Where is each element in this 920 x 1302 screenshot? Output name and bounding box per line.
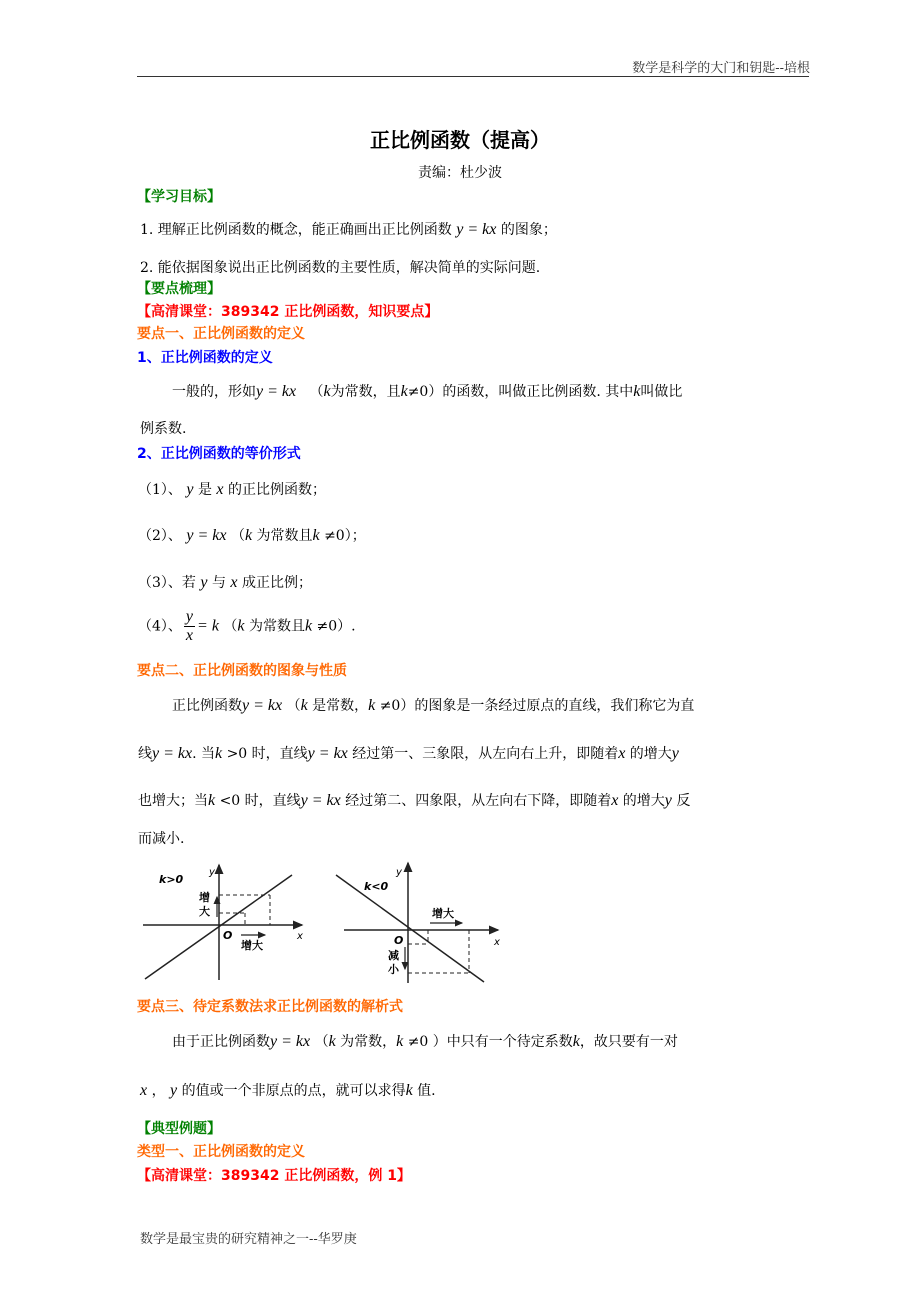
text: （3）、若	[138, 575, 196, 591]
var-k: k	[396, 1033, 404, 1050]
increase-label: 大	[199, 905, 210, 918]
var-x: x	[611, 792, 619, 809]
learning-goals-heading: 【学习目标】	[137, 189, 221, 205]
text: （	[286, 698, 301, 714]
var-k: k	[304, 617, 313, 635]
key-points-heading: 【要点梳理】	[137, 281, 221, 297]
var-k: k	[237, 617, 245, 635]
definition-line-2: 例系数.	[140, 421, 187, 437]
text: （	[314, 1034, 329, 1050]
property-line-4: 而减小.	[138, 831, 185, 847]
formula: y = kx	[256, 383, 297, 400]
definition-line-1	[172, 381, 682, 401]
method-line-2	[140, 1080, 436, 1100]
text: 也增大；当	[138, 793, 208, 809]
property-line-2	[138, 743, 679, 763]
text: ，	[151, 1083, 166, 1099]
classroom-link[interactable]: 【高清课堂：389342 正比例函数，知识要点】	[137, 304, 439, 320]
decrease-label: 减	[388, 949, 399, 962]
var-x: x	[216, 481, 224, 498]
var-k: k	[633, 383, 641, 400]
text: 的正比例函数；	[227, 482, 326, 498]
text: ≠0）的图象是一条经过原点的直线，我们称它为直	[379, 698, 695, 714]
text: 是常数，	[312, 698, 369, 714]
page-title: 正比例函数（提高）	[370, 128, 550, 152]
var-k: k	[368, 697, 376, 714]
text: 为常数，且	[330, 384, 401, 400]
text: 值.	[417, 1083, 436, 1099]
fraction-y-over-x	[184, 608, 195, 645]
property-line-3	[138, 790, 690, 810]
equiv-form-1	[138, 479, 326, 499]
origin-label: O	[394, 934, 404, 947]
x-axis-label: x	[494, 937, 500, 948]
text: 一般的，形如	[172, 384, 256, 400]
text: 为常数且	[248, 618, 305, 635]
text: >0 时，直线	[226, 746, 308, 762]
text: <0 时，直线	[219, 793, 301, 809]
numerator: y	[185, 608, 194, 625]
formula: y = kx	[152, 745, 193, 762]
var-k: k	[208, 792, 216, 809]
text: 为常数且	[256, 528, 313, 544]
text: . 当	[192, 746, 216, 762]
text: 经过第二、四象限，从左向右下降，即随着	[345, 793, 612, 809]
equiv-form-2	[138, 525, 366, 545]
x-axis-label: x	[297, 931, 303, 942]
point1-heading: 要点一、正比例函数的定义	[137, 326, 305, 342]
goal-text: 的图象；	[496, 222, 557, 238]
graph-negative-k	[328, 855, 508, 985]
example-classroom-link[interactable]: 【高清课堂：389342 正比例函数，例 1】	[137, 1168, 411, 1184]
var-k: k	[215, 745, 223, 762]
var-y: y	[664, 792, 672, 809]
text: 的增大	[622, 793, 665, 809]
text: （4）、	[138, 618, 182, 635]
text: （	[230, 528, 245, 544]
denominator: x	[185, 627, 194, 644]
var-x: x	[618, 745, 626, 762]
example-type1-heading: 类型一、正比例函数的定义	[137, 1144, 305, 1160]
text: 经过第一、三象限，从左向右上升，即随着	[352, 746, 619, 762]
goal-item-2: 2. 能依据图象说出正比例函数的主要性质，解决简单的实际问题.	[140, 260, 541, 276]
text: ≠0）.	[316, 618, 356, 635]
text: 叫做比	[640, 384, 683, 400]
var-k: k	[572, 1033, 580, 1050]
text: ，故只要有一对	[579, 1034, 678, 1050]
formula: y = kx	[300, 792, 341, 809]
text: （2）、	[138, 528, 182, 544]
text: ≠0）的函数，叫做正比例函数. 其中	[407, 384, 634, 400]
increase-label: 增	[199, 891, 210, 904]
editor-credit: 责编：杜少波	[418, 165, 502, 181]
origin-label: O	[223, 929, 233, 942]
text: （1）、	[138, 482, 182, 498]
formula: = k	[197, 617, 219, 635]
var-y: y	[186, 481, 194, 498]
point3-heading: 要点三、待定系数法求正比例函数的解析式	[137, 999, 403, 1015]
text: （	[309, 384, 324, 400]
goal-text: 1. 理解正比例函数的概念，能正确画出正比例函数	[140, 222, 457, 238]
var-k: k	[400, 383, 408, 400]
point1-sub1-heading: 1、正比例函数的定义	[137, 350, 273, 366]
y-axis-label: y	[209, 867, 215, 878]
text: 为常数，	[340, 1034, 397, 1050]
text: （	[223, 618, 238, 635]
examples-heading: 【典型例题】	[137, 1121, 221, 1137]
text: 由于正比例函数	[172, 1034, 270, 1050]
text: 反	[676, 793, 691, 809]
text: 的值或一个非原点的点，就可以求得	[181, 1083, 406, 1099]
k-label: k<0	[364, 880, 389, 893]
text: 线	[138, 746, 152, 762]
formula: y = kx	[270, 1033, 311, 1050]
var-k: k	[300, 697, 308, 714]
text: 是	[197, 482, 212, 498]
increase-label: 增大	[241, 939, 263, 952]
var-k: k	[405, 1082, 413, 1099]
formula: y = kx	[307, 745, 348, 762]
footer-quote: 数学是最宝贵的研究精神之一--华罗庚	[140, 1232, 357, 1247]
text: ≠0）；	[324, 528, 366, 544]
text: ≠0 ）中只有一个待定系数	[407, 1034, 573, 1050]
var-k: k	[312, 527, 320, 544]
line-y-kx	[336, 875, 484, 982]
var-x: x	[230, 574, 238, 591]
var-k: k	[328, 1033, 336, 1050]
formula: y = kx	[242, 697, 283, 714]
point1-sub2-heading: 2、正比例函数的等价形式	[137, 446, 301, 462]
equiv-form-4	[138, 608, 356, 645]
header-rule	[137, 76, 809, 77]
graph-positive-k	[137, 855, 312, 985]
var-y: y	[170, 1082, 178, 1099]
text: 成正比例；	[241, 575, 312, 591]
formula: y = kx	[186, 527, 227, 544]
decrease-label: 小	[388, 963, 399, 976]
text: 正比例函数	[172, 698, 242, 714]
method-line-1	[172, 1031, 678, 1051]
equiv-form-3	[138, 572, 312, 592]
var-y: y	[200, 574, 208, 591]
k-label: k>0	[159, 873, 184, 886]
increase-label: 增大	[432, 907, 454, 920]
formula: y = kx	[456, 221, 497, 238]
y-axis-label: y	[396, 867, 402, 878]
property-line-1	[172, 695, 694, 715]
var-k: k	[323, 383, 331, 400]
var-k: k	[244, 527, 253, 544]
text: 的增大	[629, 746, 672, 762]
goal-item-1	[140, 219, 557, 239]
var-x: x	[140, 1082, 148, 1099]
header-quote: 数学是科学的大门和钥匙--培根	[632, 61, 810, 76]
var-y: y	[671, 745, 679, 762]
text: 与	[211, 575, 226, 591]
point2-heading: 要点二、正比例函数的图象与性质	[137, 663, 347, 679]
